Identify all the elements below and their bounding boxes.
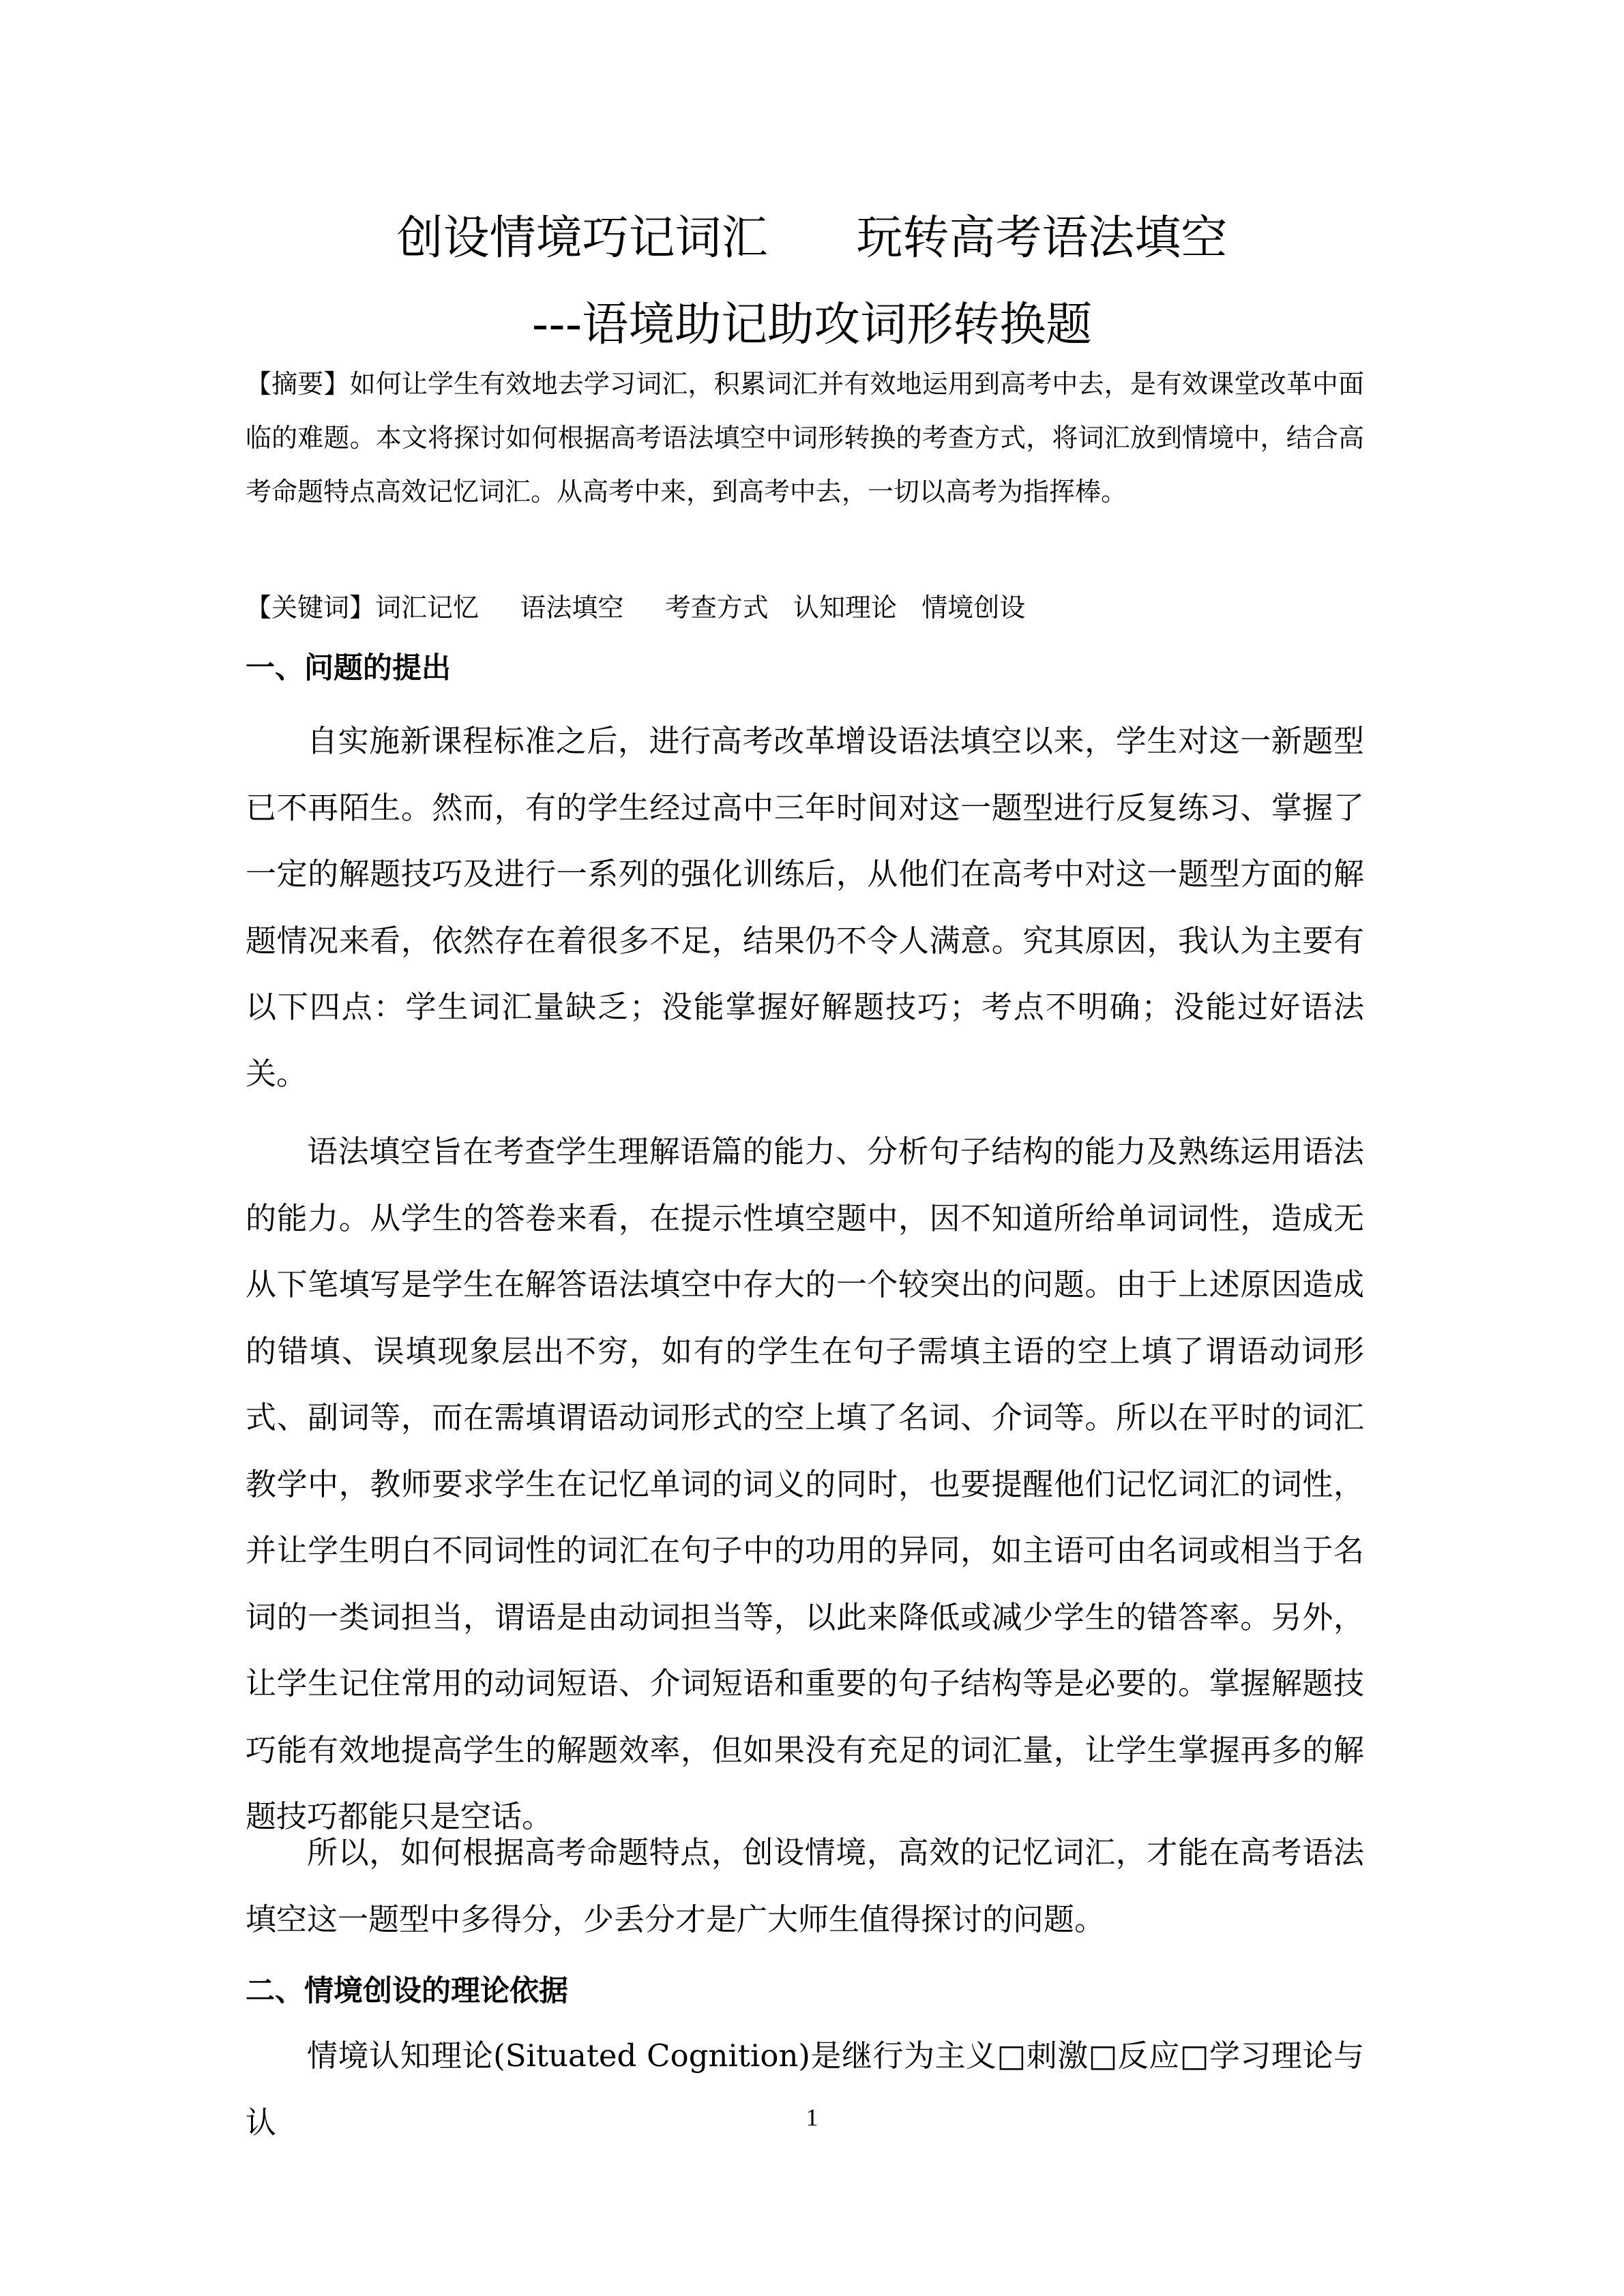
section-heading-1: 一、问题的提出	[246, 651, 451, 685]
body-paragraph: 自实施新课程标准之后，进行高考改革增设语法填空以来，学生对这一新题型已不再陌生。然而，有的学生经过高中三年时间对这一题型进行反复练习、掌握了一定的解题技巧及进行一系列的强化训练后，从他们在高考中对这一题型方面的解题情况来看，依然存在着很多不足，结果仍不令人满意。究其原因，我认为主要有以下四点：学生词汇量缺乏；没能掌握好解题技巧；考点不明确；没能过好语法关。	[246, 723, 1364, 1092]
body-paragraph: 语法填空旨在考查学生理解语篇的能力、分析句子结构的能力及熟练运用语法的能力。从学生的答卷来看，在提示性填空题中，因不知道所给单词词性，造成无从下笔填写是学生在解答语法填空中存大的一个较突出的问题。由于上述原因造成的错填、误填现象层出不穷，如有的学生在句子需填主语的空上填了谓语动词形式、副词等，而在需填谓语动词形式的空上填了名词、介词等。所以在平时的词汇教学中，教师要求学生在记忆单词的词义的同时，也要提醒他们记忆词汇的词性，并让学生明白不同词性的词汇在句子中的功用的异同，如主语可由名词或相当于名词的一类词担当，谓语是由动词担当等，以此来降低或减少学生的错答率。另外，让学生记住常用的动词短语、介词短语和重要的句子结构等是必要的。掌握解题技巧能有效地提高学生的解题效率，但如果没有充足的词汇量，让学生掌握再多的解题技巧都能只是空话。	[246, 1133, 1364, 1834]
body-paragraph: 所以，如何根据高考命题特点，创设情境，高效的记忆词汇，才能在高考语法填空这一题型中多得分，少丢分才是广大师生值得探讨的问题。	[246, 1834, 1364, 1937]
section-heading-2: 二、情境创设的理论依据	[246, 1974, 568, 2008]
abstract-paragraph: 【摘要】如何让学生有效地去学习词汇，积累词汇并有效地运用到高考中去，是有效课堂改革中面临的难题。本文将探讨如何根据高考语法填空中词形转换的考查方式，将词汇放到情境中，结合高考命题特点高效记忆词汇。从高考中来，到高考中去，一切以高考为指挥棒。	[246, 369, 1364, 507]
page-subtitle: ---语境助记助攻词形转换题	[531, 298, 1093, 352]
keywords-line: 【关键词】词汇记忆 语法填空 考查方式 认知理论 情境创设	[246, 593, 1026, 623]
page-title: 创设情境巧记词汇 玩转高考语法填空	[396, 211, 1228, 265]
page-number: 1	[806, 2104, 818, 2131]
body-paragraph: 情境认知理论(Situated Cognition)是继行为主义□刺激□反应□学习理论与认	[246, 2038, 1364, 2141]
